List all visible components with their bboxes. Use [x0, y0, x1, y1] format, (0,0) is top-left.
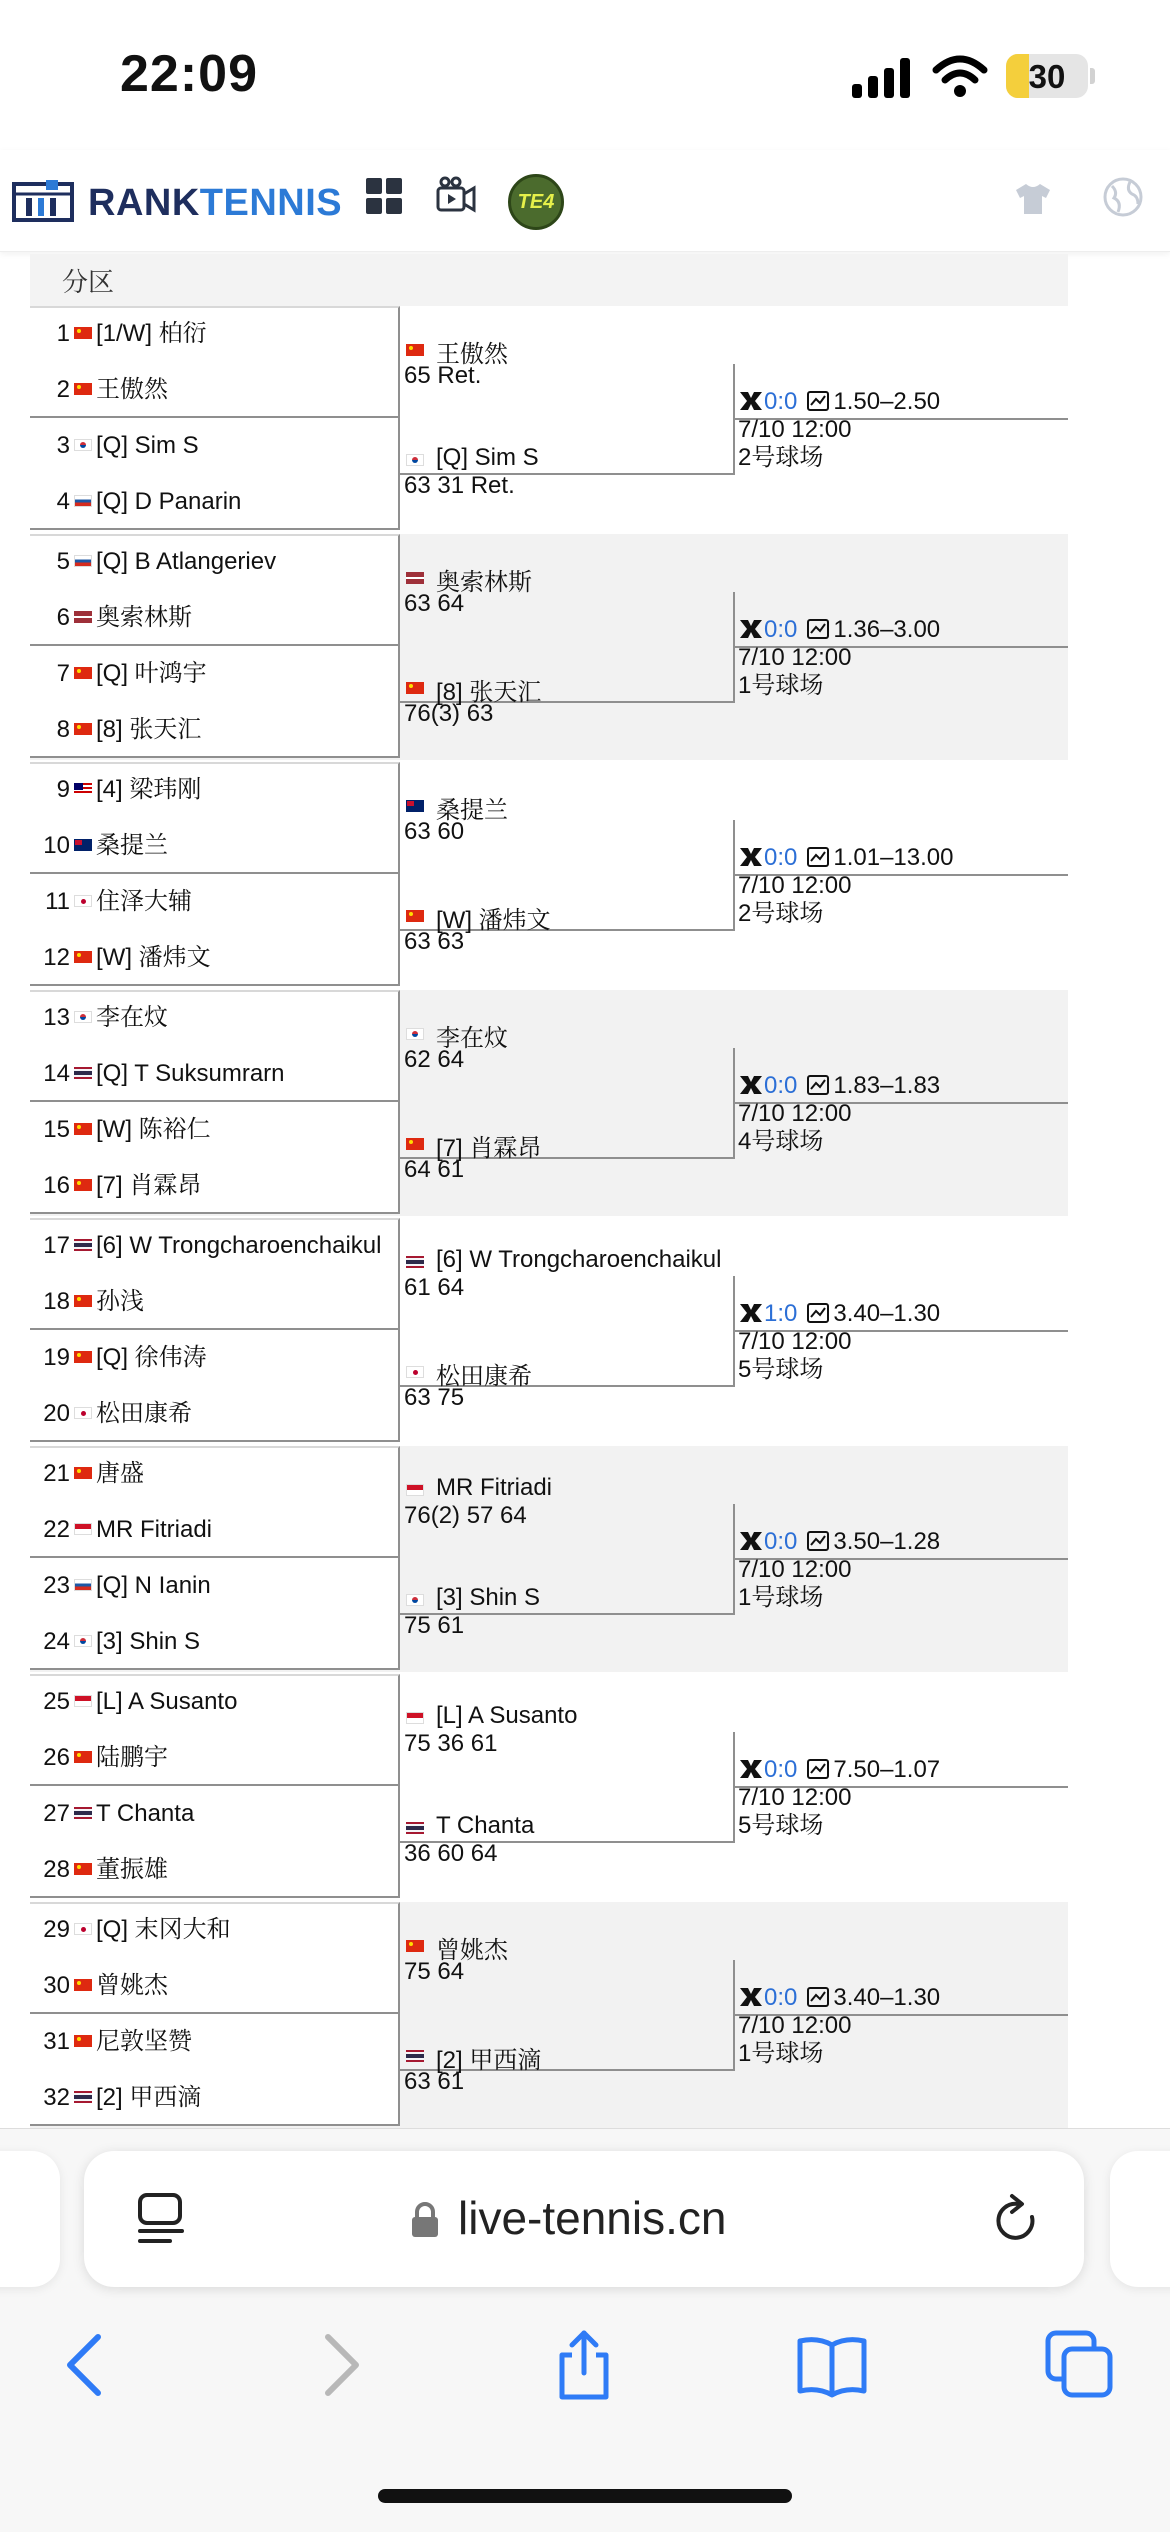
match-score: 64 61: [404, 1156, 465, 1183]
player-row[interactable]: [30, 306, 400, 361]
flag-cn-icon: [406, 1940, 424, 1952]
player-name: [Q] Sim S: [96, 432, 199, 459]
player-name: [6] W Trongcharoenchaikul: [96, 1232, 382, 1259]
flag-cn-icon: [74, 1123, 92, 1135]
flag-kr-icon: [406, 1594, 424, 1606]
bolt-icon[interactable]: [738, 1756, 764, 1783]
match-info[interactable]: [738, 844, 1068, 928]
player-name: [W] 陈裕仁: [96, 1116, 211, 1143]
flag-kr-icon: [406, 454, 424, 466]
chart-icon[interactable]: [797, 1984, 833, 2011]
match-info[interactable]: [738, 616, 1068, 700]
bolt-icon[interactable]: [738, 1984, 764, 2011]
player-name: 奥索林斯: [96, 604, 192, 631]
seed-number: 6: [56, 604, 70, 631]
flag-lv-icon: [406, 572, 424, 584]
match-time: 7/10 12:00: [738, 416, 852, 443]
seed-number: 19: [43, 1344, 70, 1371]
player-row[interactable]: [30, 1446, 400, 1501]
h2h-record[interactable]: 1:0: [764, 1300, 798, 1327]
player-name: [2] 甲西滴: [96, 2084, 202, 2111]
match-score: 62 64: [404, 1046, 465, 1073]
flag-cn-icon: [74, 2035, 92, 2047]
player-name: [Q] N Ianin: [96, 1572, 211, 1599]
flag-au-icon: [74, 839, 92, 851]
chart-icon[interactable]: [797, 388, 833, 415]
flag-cn-icon: [74, 1863, 92, 1875]
h2h-odds-line: [738, 844, 1068, 872]
seed-number: 2: [56, 376, 70, 403]
player-name: 松田康希: [436, 1363, 532, 1390]
match-info[interactable]: [738, 388, 1068, 472]
te4-badge-label: TE4: [517, 191, 555, 213]
globe-icon[interactable]: [1102, 176, 1144, 218]
flag-id-icon: [74, 1695, 92, 1707]
forward-arrow-icon[interactable]: [302, 2329, 374, 2401]
player-name: MR Fitriadi: [96, 1516, 213, 1543]
seed-number: 30: [43, 1972, 70, 1999]
bolt-icon[interactable]: [738, 1072, 764, 1099]
h2h-odds-line: [738, 1528, 1068, 1556]
player-name: [3] Shin S: [96, 1628, 201, 1655]
seed-number: 29: [43, 1916, 70, 1943]
match-group: [30, 1446, 1068, 1672]
seed-number: 24: [43, 1628, 70, 1655]
player-name: [L] A Susanto: [96, 1688, 238, 1715]
flag-cn-icon: [406, 910, 424, 922]
bolt-icon[interactable]: [738, 1300, 764, 1327]
seed-number: 26: [43, 1744, 70, 1771]
previous-tab-card[interactable]: [0, 2151, 60, 2287]
player-row[interactable]: [30, 1842, 400, 1897]
player-row[interactable]: [30, 2070, 400, 2125]
player-name: 王傲然: [96, 376, 168, 403]
flag-id-icon: [406, 1712, 424, 1724]
seed-number: 23: [43, 1572, 70, 1599]
flag-cn-icon: [74, 1979, 92, 1991]
match-group: [30, 306, 1068, 532]
player-row[interactable]: [30, 1102, 400, 1157]
player-row[interactable]: [30, 1674, 400, 1729]
match-score: 63 64: [404, 590, 465, 617]
match-group: [30, 762, 1068, 988]
match-time: 7/10 12:00: [738, 2012, 852, 2039]
chart-icon[interactable]: [797, 1528, 833, 1555]
court-name: 1号球场: [738, 1584, 824, 1611]
flag-th-icon: [74, 1239, 92, 1251]
seed-number: 11: [45, 888, 70, 915]
player-name: [W] 潘炜文: [436, 907, 551, 934]
player-row[interactable]: [30, 1902, 400, 1957]
player-name: 松田康希: [96, 1400, 192, 1427]
cellular-signal-icon: [852, 58, 914, 98]
player-name: 李在炆: [96, 1004, 168, 1031]
player-name: 孙浅: [96, 1288, 144, 1315]
match-score: 75 61: [404, 1612, 465, 1639]
match-score: 75 64: [404, 1958, 465, 1985]
flag-cn-icon: [74, 1751, 92, 1763]
tournament-bracket: [30, 306, 1068, 2126]
match-info[interactable]: [738, 1984, 1068, 2068]
seed-number: 13: [43, 1004, 70, 1031]
flag-cn-icon: [406, 344, 424, 356]
match-time: 7/10 12:00: [738, 644, 852, 671]
player-row[interactable]: [30, 1386, 400, 1441]
logo-text-rank: RANK: [88, 182, 200, 224]
flag-cn-icon: [74, 667, 92, 679]
match-group: [30, 990, 1068, 1216]
match-score: 65 Ret.: [404, 362, 482, 389]
player-name: [6] W Trongcharoenchaikul: [436, 1246, 722, 1273]
court-name: 1号球场: [738, 672, 824, 699]
video-icon[interactable]: [436, 176, 476, 216]
rank-tennis-logo-icon[interactable]: [12, 180, 74, 222]
h2h-record[interactable]: 0:0: [764, 1756, 798, 1783]
match-group: [30, 534, 1068, 760]
bolt-icon[interactable]: [738, 844, 764, 871]
share-icon[interactable]: [548, 2329, 620, 2401]
player-row[interactable]: [30, 1786, 400, 1841]
match-score: 63 61: [404, 2068, 465, 2095]
flag-kr-icon: [406, 1028, 424, 1040]
match-score: 63 60: [404, 818, 465, 845]
odds: 3.40–1.30: [833, 1300, 941, 1327]
player-row[interactable]: [30, 1046, 400, 1101]
player-row[interactable]: [30, 1558, 400, 1613]
player-name: [Q] T Suksumrarn: [96, 1060, 285, 1087]
match-time: 7/10 12:00: [738, 1100, 852, 1127]
odds: 1.50–2.50: [833, 388, 941, 415]
odds: 7.50–1.07: [833, 1756, 941, 1783]
player-row[interactable]: [30, 1274, 400, 1329]
seed-number: 31: [43, 2028, 70, 2055]
player-row[interactable]: [30, 1158, 400, 1213]
flag-kr-icon: [74, 439, 92, 451]
flag-th-icon: [406, 1256, 424, 1268]
player-row[interactable]: [30, 1730, 400, 1785]
flag-cn-icon: [74, 951, 92, 963]
seed-number: 22: [43, 1516, 70, 1543]
bolt-icon[interactable]: [738, 616, 764, 643]
match-score: 63 63: [404, 928, 465, 955]
seed-number: 16: [43, 1172, 70, 1199]
app-header: [0, 150, 1170, 252]
battery-level: 30: [1028, 58, 1066, 95]
seed-number: 9: [56, 776, 70, 803]
h2h-record[interactable]: 0:0: [764, 616, 798, 643]
book-icon[interactable]: [796, 2329, 868, 2401]
flag-cn-icon: [74, 1467, 92, 1479]
seed-number: 10: [43, 832, 70, 859]
player-row[interactable]: [30, 1218, 400, 1273]
player-name: 曾姚杰: [436, 1937, 508, 1964]
match-group: [30, 1674, 1068, 1900]
player-row[interactable]: [30, 930, 400, 985]
seed-number: 28: [43, 1856, 70, 1883]
reader-icon[interactable]: [136, 2191, 186, 2247]
h2h-odds-line: [738, 1984, 1068, 2012]
player-row[interactable]: [30, 874, 400, 929]
seed-number: 7: [56, 660, 70, 687]
h2h-record[interactable]: 0:0: [764, 1984, 798, 2011]
te4-badge[interactable]: [508, 174, 564, 230]
section-title: 分区: [62, 267, 115, 297]
player-name: [8] 张天汇: [436, 679, 542, 706]
flag-cn-icon: [74, 1179, 92, 1191]
seed-number: 15: [43, 1116, 70, 1143]
seed-number: 5: [56, 548, 70, 575]
court-name: 5号球场: [738, 1812, 824, 1839]
h2h-odds-line: [738, 1300, 1068, 1328]
player-row[interactable]: [30, 534, 400, 589]
player-name: [7] 肖霖昂: [96, 1172, 202, 1199]
player-name: 董振雄: [96, 1856, 168, 1883]
court-name: 2号球场: [738, 900, 824, 927]
court-name: 4号球场: [738, 1128, 824, 1155]
match-time: 7/10 12:00: [738, 872, 852, 899]
player-name: [L] A Susanto: [436, 1702, 578, 1729]
match-info[interactable]: [738, 1072, 1068, 1156]
battery-icon: [1006, 54, 1088, 98]
seed-number: 25: [43, 1688, 70, 1715]
player-row[interactable]: [30, 418, 400, 473]
shirt-icon[interactable]: [1014, 182, 1052, 216]
chart-icon[interactable]: [797, 1072, 833, 1099]
match-group: [30, 1218, 1068, 1444]
back-arrow-icon[interactable]: [52, 2329, 124, 2401]
match-score: 61 64: [404, 1274, 465, 1301]
match-score: 36 60 64: [404, 1840, 498, 1867]
player-name: [7] 肖霖昂: [436, 1135, 542, 1162]
seed-number: 8: [56, 716, 70, 743]
player-name: [1/W] 柏衍: [96, 320, 207, 347]
seed-number: 27: [43, 1800, 70, 1827]
flag-ru-icon: [74, 495, 92, 507]
flag-th-icon: [406, 2050, 424, 2062]
player-name: [Q] 末冈大和: [96, 1916, 231, 1943]
player-row[interactable]: [30, 702, 400, 757]
seed-number: 3: [56, 432, 70, 459]
player-name: 王傲然: [436, 341, 508, 368]
seed-number: 32: [43, 2084, 70, 2111]
match-info[interactable]: [738, 1756, 1068, 1840]
player-name: [Q] Sim S: [436, 444, 539, 471]
seed-number: 4: [56, 488, 70, 515]
chart-icon[interactable]: [797, 1300, 833, 1327]
h2h-record[interactable]: 0:0: [764, 1072, 798, 1099]
player-name: 尼敦坚赞: [96, 2028, 192, 2055]
seed-number: 18: [43, 1288, 70, 1315]
player-row[interactable]: [30, 474, 400, 529]
player-row[interactable]: [30, 1330, 400, 1385]
flag-th-icon: [74, 1067, 92, 1079]
player-name: [Q] 叶鸿宇: [96, 660, 207, 687]
player-name: [Q] 徐伟涛: [96, 1344, 207, 1371]
flag-cn-icon: [406, 1138, 424, 1150]
bolt-icon[interactable]: [738, 1528, 764, 1555]
player-row[interactable]: [30, 362, 400, 417]
player-name: 曾姚杰: [96, 1972, 168, 1999]
h2h-record[interactable]: 0:0: [764, 1528, 798, 1555]
flag-th-icon: [406, 1822, 424, 1834]
flag-jp-icon: [406, 1366, 424, 1378]
logo-text-tennis: TENNIS: [199, 182, 343, 224]
player-name: 桑提兰: [436, 797, 508, 824]
player-name: [W] 潘炜文: [96, 944, 211, 971]
flag-kr-icon: [74, 1635, 92, 1647]
reload-icon[interactable]: [992, 2193, 1042, 2247]
chart-icon[interactable]: [797, 844, 833, 871]
player-name: T Chanta: [96, 1800, 195, 1827]
flag-lv-icon: [74, 611, 92, 623]
flag-my-icon: [74, 783, 92, 795]
chart-icon[interactable]: [797, 616, 833, 643]
h2h-odds-line: [738, 1072, 1068, 1100]
match-group: [30, 1902, 1068, 2128]
match-time: 7/10 12:00: [738, 1784, 852, 1811]
player-row[interactable]: [30, 818, 400, 873]
status-bar: [0, 0, 1170, 150]
player-row[interactable]: [30, 1614, 400, 1669]
h2h-record[interactable]: 0:0: [764, 844, 798, 871]
player-name: [4] 梁玮刚: [96, 776, 202, 803]
match-score: 63 75: [404, 1384, 465, 1411]
seed-number: 1: [56, 320, 70, 347]
section-header: [30, 254, 1068, 306]
player-name: [Q] D Panarin: [96, 488, 242, 515]
wifi-icon: [932, 54, 988, 98]
match-score: 76(3) 63: [404, 700, 494, 727]
seed-number: 14: [43, 1060, 70, 1087]
flag-cn-icon: [406, 682, 424, 694]
match-time: 7/10 12:00: [738, 1556, 852, 1583]
h2h-odds-line: [738, 388, 1068, 416]
odds: 1.01–13.00: [833, 844, 954, 871]
match-info[interactable]: [738, 1528, 1068, 1612]
flag-ru-icon: [74, 1579, 92, 1591]
player-name: [8] 张天汇: [96, 716, 202, 743]
match-score: 75 36 61: [404, 1730, 498, 1757]
h2h-odds-line: [738, 616, 1068, 644]
tabs-icon[interactable]: [1044, 2329, 1116, 2401]
flag-au-icon: [406, 800, 424, 812]
address-bar[interactable]: [84, 2151, 1084, 2287]
flag-th-icon: [74, 2091, 92, 2103]
player-name: [Q] B Atlangeriev: [96, 548, 277, 575]
flag-cn-icon: [74, 383, 92, 395]
flag-cn-icon: [74, 723, 92, 735]
odds: 1.83–1.83: [833, 1072, 941, 1099]
player-row[interactable]: [30, 1502, 400, 1557]
player-name: 奥索林斯: [436, 569, 532, 596]
player-name: [3] Shin S: [436, 1584, 541, 1611]
player-name: 陆鹏宇: [96, 1744, 168, 1771]
flag-jp-icon: [74, 895, 92, 907]
seed-number: 12: [43, 944, 70, 971]
flag-cn-icon: [74, 327, 92, 339]
match-score: 76(2) 57 64: [404, 1502, 527, 1529]
player-row[interactable]: [30, 1958, 400, 2013]
flag-jp-icon: [74, 1923, 92, 1935]
odds: 3.40–1.30: [833, 1984, 941, 2011]
player-name: [2] 甲西滴: [436, 2047, 542, 2074]
player-row[interactable]: [30, 590, 400, 645]
match-score: 63 31 Ret.: [404, 472, 515, 499]
player-row[interactable]: [30, 646, 400, 701]
flag-ru-icon: [74, 555, 92, 567]
flag-cn-icon: [74, 1351, 92, 1363]
lock-icon: [410, 2201, 440, 2239]
player-row[interactable]: [30, 990, 400, 1045]
match-time: 7/10 12:00: [738, 1328, 852, 1355]
bolt-icon[interactable]: [738, 388, 764, 415]
h2h-odds-line: [738, 1756, 1068, 1784]
status-time: 22:09: [120, 45, 258, 103]
browser-toolbar: [0, 2128, 1170, 2532]
logo-text[interactable]: [88, 182, 342, 225]
battery-tip: [1090, 68, 1095, 84]
flag-kr-icon: [74, 1011, 92, 1023]
player-name: 李在炆: [436, 1025, 508, 1052]
odds: 1.36–3.00: [833, 616, 941, 643]
player-row[interactable]: [30, 762, 400, 817]
seed-number: 21: [43, 1460, 70, 1487]
player-name: MR Fitriadi: [436, 1474, 553, 1501]
court-name: 1号球场: [738, 2040, 824, 2067]
flag-jp-icon: [74, 1407, 92, 1419]
seed-number: 17: [43, 1232, 70, 1259]
match-info[interactable]: [738, 1300, 1068, 1384]
player-name: T Chanta: [436, 1812, 535, 1839]
player-name: 唐盛: [96, 1460, 144, 1487]
flag-id-icon: [406, 1484, 424, 1496]
seed-number: 20: [43, 1400, 70, 1427]
next-tab-card[interactable]: [1110, 2151, 1170, 2287]
url-text: live-tennis.cn: [458, 2192, 727, 2244]
odds: 3.50–1.28: [833, 1528, 941, 1555]
chart-icon[interactable]: [797, 1756, 833, 1783]
flag-th-icon: [74, 1807, 92, 1819]
court-name: 5号球场: [738, 1356, 824, 1383]
player-row[interactable]: [30, 2014, 400, 2069]
flag-id-icon: [74, 1523, 92, 1535]
court-name: 2号球场: [738, 444, 824, 471]
player-name: 住泽大辅: [96, 888, 192, 915]
h2h-record[interactable]: 0:0: [764, 388, 798, 415]
player-name: 桑提兰: [96, 832, 168, 859]
grid-icon[interactable]: [366, 178, 404, 216]
flag-cn-icon: [74, 1295, 92, 1307]
home-indicator: [378, 2489, 792, 2503]
